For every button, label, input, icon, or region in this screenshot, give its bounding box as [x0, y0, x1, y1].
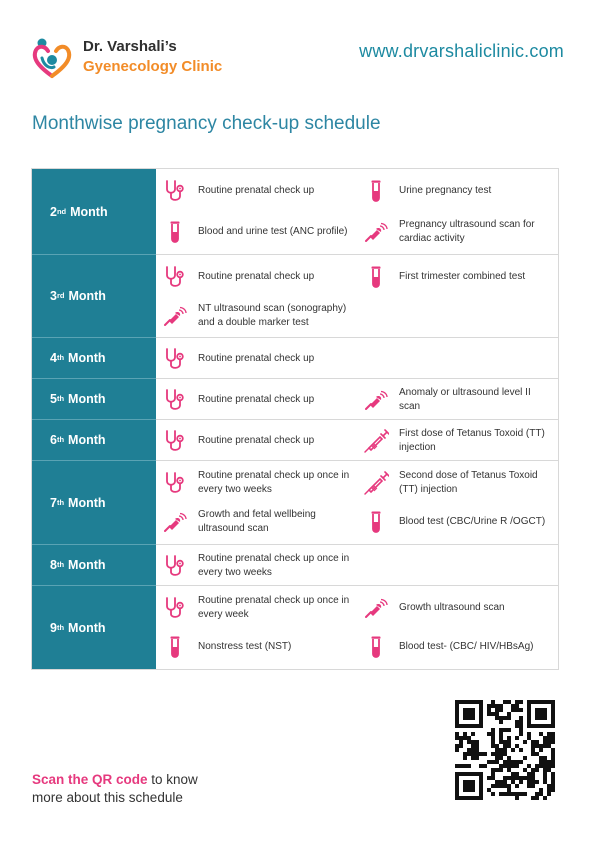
list-item [156, 503, 357, 543]
list-item [357, 212, 558, 253]
table-row [32, 545, 558, 586]
clinic-doctor-name: Dr. Varshali’s [83, 38, 177, 55]
table-row [32, 420, 558, 461]
month-word: Month [68, 392, 106, 406]
page-title: Monthwise pregnancy check-up schedule [32, 113, 381, 134]
qr-caption-highlight: Scan the QR code [32, 772, 148, 787]
month-label: 5 th Month [32, 379, 156, 420]
ultrasound-probe-icon [162, 509, 188, 535]
checkup-text: Routine prenatal check up once in every two weeks [198, 469, 350, 495]
list-item [156, 588, 357, 628]
checkup-list [156, 420, 558, 460]
checkup-text: Routine prenatal check up [198, 394, 315, 405]
month-label: 8 th Month [32, 545, 156, 586]
month-number: 2 [50, 204, 57, 219]
month-number: 8 [50, 558, 57, 572]
checkup-text: First trimester combined test [399, 270, 526, 282]
ultrasound-probe-icon [363, 219, 389, 245]
list-item [357, 628, 558, 668]
table-row [32, 379, 558, 420]
checkup-text: Second dose of Tetanus Toxoid (TT) injection [399, 469, 538, 495]
checkup-text: Growth ultrasound scan [399, 601, 505, 613]
month-word: Month [68, 351, 106, 365]
ultrasound-probe-icon [363, 387, 389, 413]
qr-caption [32, 771, 198, 807]
checkup-text: Routine prenatal check up [198, 353, 315, 364]
checkup-text: Routine prenatal check up [198, 185, 315, 197]
month-label: 7 th Month [32, 461, 156, 545]
clinic-name: Gyenecology Clinic [83, 58, 223, 75]
checkup-text: Blood test- (CBC/ HIV/HBsAg) [399, 641, 534, 653]
ultrasound-probe-icon [363, 595, 389, 621]
website-url[interactable]: www.drvarshaliclinic.com [359, 41, 564, 61]
syringe-icon [363, 470, 389, 496]
month-word: Month [68, 433, 106, 447]
stethoscope-icon [162, 387, 188, 413]
list-item [357, 381, 558, 419]
list-item [357, 503, 558, 543]
checkup-list [156, 169, 558, 254]
qr-caption-line2: more about this schedule [32, 790, 183, 805]
month-label: 6 th Month [32, 420, 156, 461]
checkup-text: Routine prenatal check up [198, 435, 315, 446]
test-tube-icon [363, 178, 389, 204]
month-number: 9 [50, 620, 57, 635]
test-tube-icon [363, 634, 389, 660]
checkup-text: Anomaly or ultrasound level II scan [399, 387, 531, 412]
month-label: 9 th Month [32, 586, 156, 669]
month-word: Month [68, 620, 106, 635]
checkup-list [156, 338, 558, 378]
list-item [156, 628, 357, 668]
checkup-list [156, 545, 558, 585]
list-item [357, 257, 558, 296]
month-number: 7 [50, 495, 57, 510]
checkup-list [156, 461, 558, 544]
stethoscope-icon [162, 428, 188, 454]
list-item [156, 422, 357, 460]
checkup-text: Pregnancy ultrasound scan for cardiac activity [399, 218, 535, 244]
table-row [32, 169, 558, 255]
syringe-icon [363, 428, 389, 454]
stethoscope-icon [162, 264, 188, 290]
month-label: 4 th Month [32, 338, 156, 379]
checkup-text: Routine prenatal check up once in every week [198, 594, 350, 620]
month-word: Month [68, 289, 106, 303]
checkup-text: First dose of Tetanus Toxoid (TT) injection [399, 428, 545, 453]
checkup-text: NT ultrasound scan (sonography) and a double marker test [198, 302, 347, 328]
stethoscope-icon [162, 595, 188, 621]
checkup-text: Urine pregnancy test [399, 185, 492, 197]
list-item [156, 212, 357, 253]
schedule-table [31, 168, 559, 670]
checkup-text: Blood test (CBC/Urine R /OGCT) [399, 516, 546, 528]
test-tube-icon [363, 264, 389, 290]
qr-code-icon[interactable] [455, 700, 555, 800]
list-item [156, 296, 357, 335]
month-label: 3 rd Month [32, 255, 156, 338]
list-item [357, 171, 558, 212]
test-tube-icon [162, 219, 188, 245]
table-row [32, 338, 558, 379]
month-number: 6 [50, 433, 57, 447]
checkup-text: Routine prenatal check up [198, 270, 315, 282]
list-item [156, 381, 357, 419]
checkup-list [156, 586, 558, 669]
list-item [357, 463, 558, 503]
month-word: Month [68, 495, 106, 510]
stethoscope-icon [162, 470, 188, 496]
table-row [32, 255, 558, 338]
checkup-text: Growth and fetal wellbeing ultrasound scan [198, 509, 316, 535]
checkup-list [156, 379, 558, 419]
list-item [156, 547, 357, 585]
stethoscope-icon [162, 553, 188, 579]
month-number: 5 [50, 392, 57, 406]
qr-caption-rest: to know [147, 772, 198, 787]
month-word: Month [70, 204, 108, 219]
list-item [156, 171, 357, 212]
test-tube-icon [363, 509, 389, 535]
table-row [32, 461, 558, 545]
list-item [156, 257, 357, 296]
test-tube-icon [162, 634, 188, 660]
checkup-text: Routine prenatal check up once in every two weeks [198, 553, 350, 578]
list-item [156, 340, 357, 378]
month-number: 3 [50, 289, 57, 303]
stethoscope-icon [162, 346, 188, 372]
month-label: 2 nd Month [32, 169, 156, 255]
list-item [357, 588, 558, 628]
checkup-list [156, 255, 558, 337]
table-row [32, 586, 558, 670]
month-word: Month [68, 558, 106, 572]
ultrasound-probe-icon [162, 303, 188, 329]
stethoscope-icon [162, 178, 188, 204]
list-item [357, 422, 558, 460]
checkup-text: Blood and urine test (ANC profile) [198, 225, 348, 237]
list-item [156, 463, 357, 503]
clinic-logo-icon [30, 36, 74, 80]
checkup-text: Nonstress test (NST) [198, 641, 292, 653]
month-number: 4 [50, 351, 57, 365]
page-header [0, 0, 596, 100]
